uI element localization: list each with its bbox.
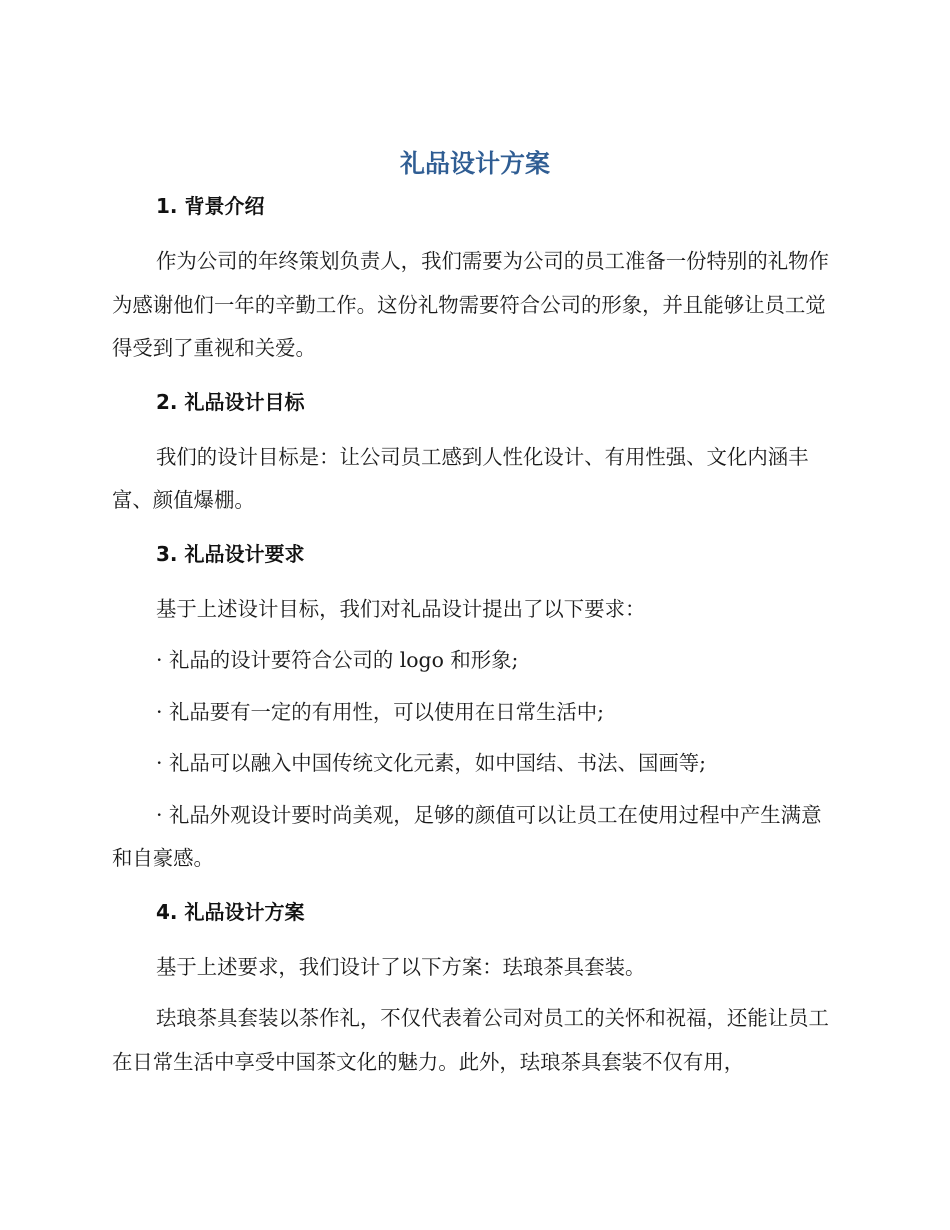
paragraph-plan-detail: 珐琅茶具套装以茶作礼，不仅代表着公司对员工的关怀和祝福，还能让员工在日常生活中享受中国茶文化的魅力。此外，珐琅茶具套装不仅有用， [112, 1006, 829, 1074]
section-heading-background: 1. 背景介绍 [156, 194, 265, 218]
document-title: 礼品设计方案 [399, 149, 550, 178]
paragraph-background: 作为公司的年终策划负责人，我们需要为公司的员工准备一份特别的礼物作为感谢他们一年的辛勤工作。这份礼物需要符合公司的形象，并且能够让员工觉得受到了重视和关爱。 [112, 249, 829, 360]
section-heading-requirements: 3. 礼品设计要求 [156, 541, 305, 566]
requirement-bullet-culture: · 礼品可以融入中国传统文化元素，如中国结、书法、国画等; [156, 751, 706, 775]
section-heading-goals: 2. 礼品设计目标 [156, 389, 305, 414]
document-body [112, 188, 840, 1084]
section-heading-plan: 4. 礼品设计方案 [156, 899, 305, 924]
paragraph-plan-intro: 基于上述要求，我们设计了以下方案：珐琅茶具套装。 [156, 954, 646, 979]
requirement-bullet-appearance: · 礼品外观设计要时尚美观，足够的颜值可以让员工在使用过程中产生满意和自豪感。 [112, 802, 822, 870]
requirement-bullet-logo: · 礼品的设计要符合公司的 logo 和形象; [156, 648, 519, 672]
paragraph-goals: 我们的设计目标是：让公司员工感到人性化设计、有用性强、文化内涵丰富、颜值爆棚。 [112, 444, 809, 512]
paragraph-requirements-intro: 基于上述设计目标，我们对礼品设计提出了以下要求： [156, 596, 646, 621]
requirement-bullet-usefulness: · 礼品要有一定的有用性，可以使用在日常生活中; [156, 699, 605, 724]
